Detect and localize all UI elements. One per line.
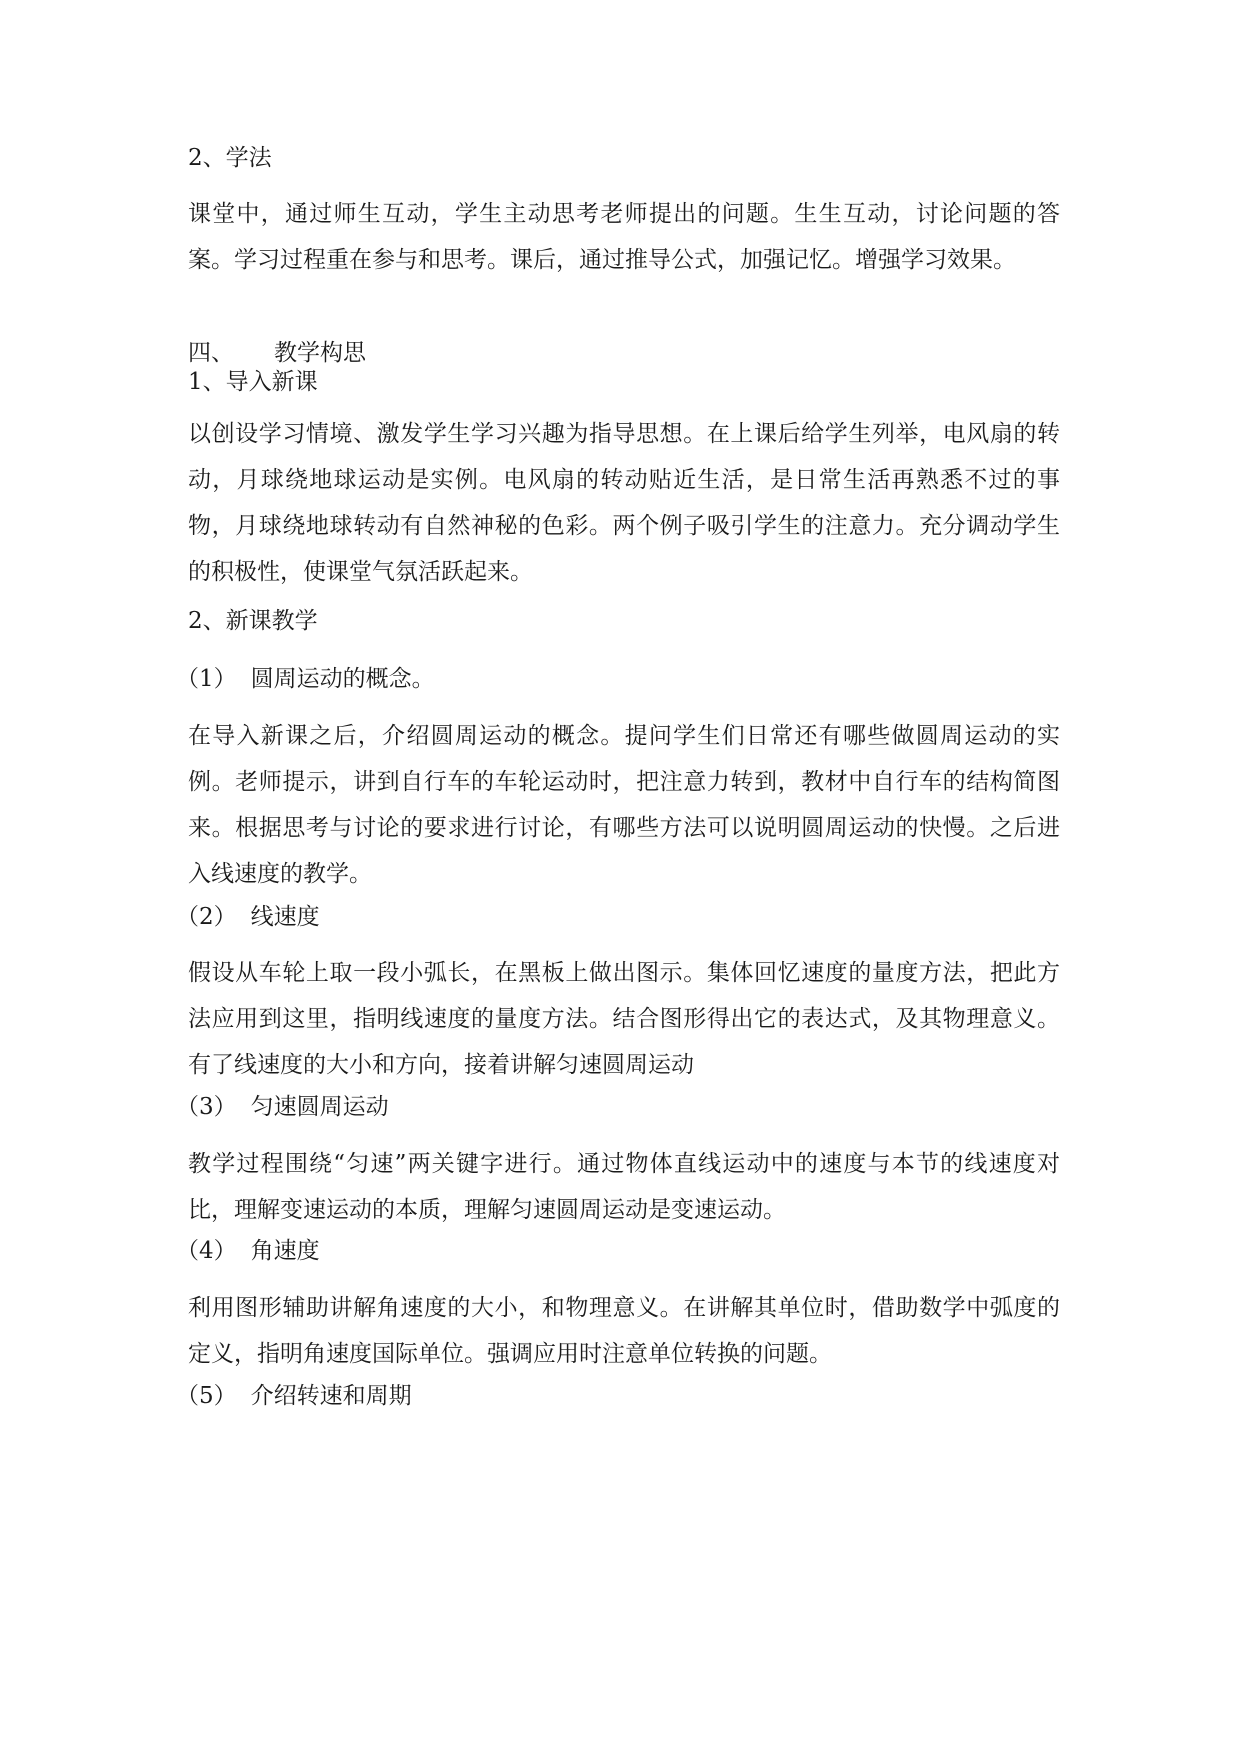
subheading-item-2 (176, 901, 320, 933)
heading-new-lesson: 2、新课教学 (188, 608, 318, 634)
subheading-item-5 (176, 1380, 412, 1412)
item-1-title: 圆周运动的概念。 (250, 666, 435, 692)
item-5-number: （5） (176, 1383, 237, 1409)
item-2-number: （2） (176, 904, 237, 930)
heading-teaching-idea (188, 337, 366, 369)
heading-study-method: 2、学法 (188, 145, 272, 171)
paragraph-item-2: 假设从车轮上取一段小弧长，在黑板上做出图示。集体回忆速度的量度方法，把此方法应用到这里，指明线速度的量度方法。结合图形得出它的表达式，及其物理意义。有了线速度的大小和方向，接着讲解匀速圆周运动 (188, 960, 1060, 1078)
item-2-title: 线速度 (250, 904, 320, 930)
teaching-idea-number: 四、 (188, 340, 234, 366)
heading-introduction: 1、导入新课 (188, 369, 318, 395)
subheading-item-4 (176, 1235, 320, 1267)
subheading-item-3 (176, 1091, 389, 1123)
paragraph-item-4: 利用图形辅助讲解角速度的大小，和物理意义。在讲解其单位时，借助数学中弧度的定义，指明角速度国际单位。强调应用时注意单位转换的问题。 (188, 1295, 1060, 1367)
item-4-title: 角速度 (250, 1238, 320, 1264)
item-3-title: 匀速圆周运动 (250, 1094, 389, 1120)
item-1-number: （1） (176, 666, 237, 692)
item-5-title: 介绍转速和周期 (250, 1383, 412, 1409)
paragraph-introduction: 以创设学习情境、激发学生学习兴趣为指导思想。在上课后给学生列举，电风扇的转动，月球绕地球运动是实例。电风扇的转动贴近生活，是日常生活再熟悉不过的事物，月球绕地球转动有自然神秘的色彩。两个例子吸引学生的注意力。充分调动学生的积极性，使课堂气氛活跃起来。 (188, 421, 1060, 585)
subheading-item-1 (176, 663, 435, 695)
paragraph-item-1: 在导入新课之后，介绍圆周运动的概念。提问学生们日常还有哪些做圆周运动的实例。老师提示，讲到自行车的车轮运动时，把注意力转到，教材中自行车的结构简图来。根据思考与讨论的要求进行讨论，有哪些方法可以说明圆周运动的快慢。之后进入线速度的教学。 (188, 723, 1060, 887)
paragraph-study-method: 课堂中，通过师生互动，学生主动思考老师提出的问题。生生互动，讨论问题的答案。学习过程重在参与和思考。课后，通过推导公式，加强记忆。增强学习效果。 (188, 201, 1060, 273)
item-4-number: （4） (176, 1238, 237, 1264)
item-3-number: （3） (176, 1094, 237, 1120)
teaching-idea-title: 教学构思 (274, 340, 366, 366)
paragraph-item-3: 教学过程围绕“匀速”两关键字进行。通过物体直线运动中的速度与本节的线速度对比，理解变速运动的本质，理解匀速圆周运动是变速运动。 (188, 1151, 1060, 1223)
